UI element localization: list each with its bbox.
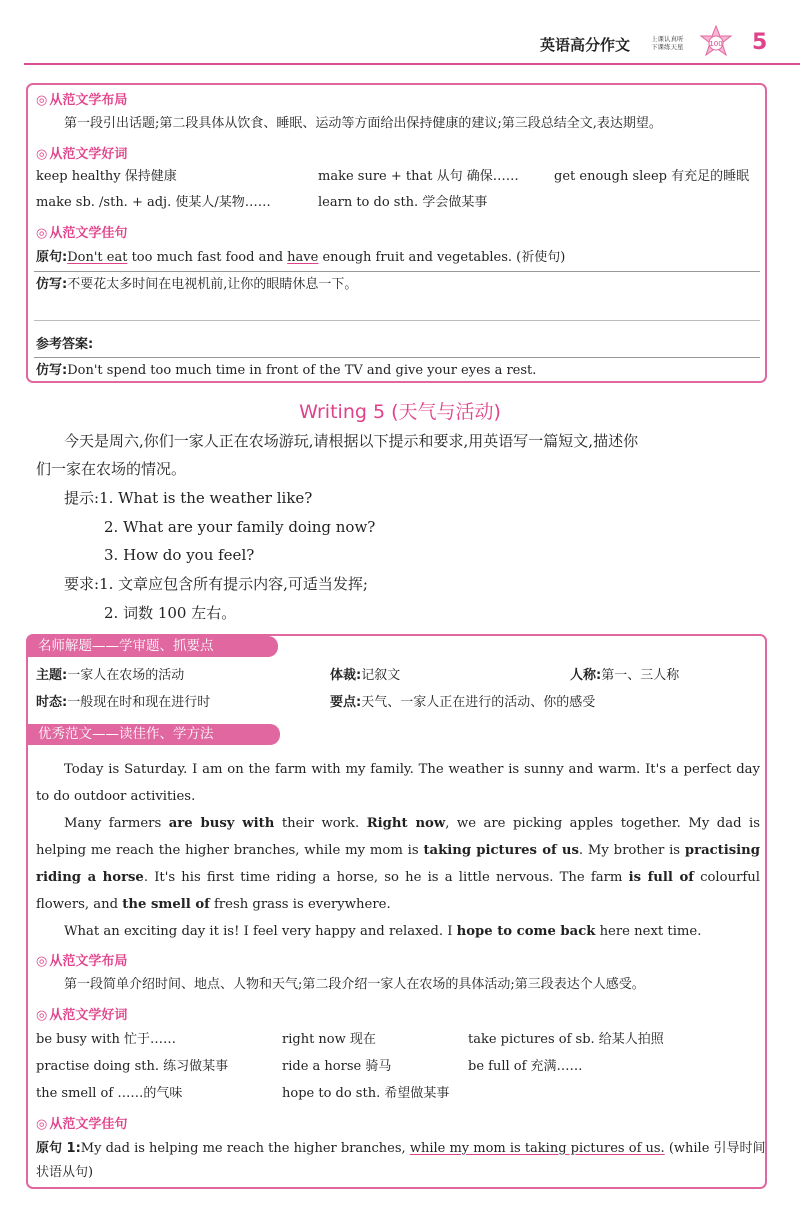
slogan: 上课认真听 下课练天星 bbox=[651, 35, 684, 51]
reference-label: 参考答案: bbox=[36, 337, 94, 352]
circle-bullet-icon: ◎ bbox=[36, 226, 48, 241]
model-essay bbox=[36, 756, 760, 945]
divider bbox=[34, 271, 760, 272]
essay-tag: 优秀范文——读佳作、学方法 bbox=[28, 724, 280, 745]
word-item: the smell of ……的气味 bbox=[36, 1086, 183, 1101]
tense: 时态:一般现在时和现在进行时 bbox=[36, 695, 211, 710]
words-heading: ◎ 从范文学好词 bbox=[36, 147, 128, 162]
essay-paragraph-1: Today is Saturday. I am on the farm with my family. The weather is sunny and warm. It's a perfect day to do outdoor activities. bbox=[36, 762, 760, 804]
requirement-line: 要求:1. 文章应包含所有提示内容,可适当发挥; bbox=[64, 575, 368, 593]
topic: 主题:一家人在农场的活动 bbox=[36, 668, 185, 683]
word-item: ride a horse 骑马 bbox=[282, 1059, 392, 1074]
answer-line bbox=[34, 320, 760, 321]
person: 人称:第一、三人称 bbox=[570, 668, 680, 683]
requirement-line: 2. 词数 100 左右。 bbox=[104, 604, 237, 622]
divider bbox=[34, 357, 760, 358]
word-item: right now 现在 bbox=[282, 1032, 376, 1047]
sentence-heading: ◎ 从范文学佳句 bbox=[36, 226, 128, 241]
task-line: 今天是周六,你们一家人正在农场游玩,请根据以下提示和要求,用英语写一篇短文,描述你 bbox=[64, 432, 639, 450]
word-item: take pictures of sb. 给某人拍照 bbox=[468, 1032, 664, 1047]
circle-bullet-icon: ◎ bbox=[36, 147, 48, 162]
genre: 体裁:记叙文 bbox=[330, 668, 401, 683]
word-item: learn to do sth. 学会做某事 bbox=[318, 195, 488, 210]
circle-bullet-icon: ◎ bbox=[36, 954, 48, 969]
word-item: practise doing sth. 练习做某事 bbox=[36, 1059, 229, 1074]
original-sentence-1-cont: 状语从句) bbox=[36, 1165, 94, 1180]
page-number: 5 bbox=[752, 30, 768, 55]
book-title: 英语高分作文 bbox=[540, 36, 631, 54]
page-header bbox=[0, 0, 800, 64]
word-item: keep healthy 保持健康 bbox=[36, 169, 177, 184]
task-line: 们一家在农场的情况。 bbox=[36, 460, 187, 478]
writing-title: Writing 5 (天气与活动) bbox=[299, 401, 501, 423]
word-item: get enough sleep 有充足的睡眠 bbox=[554, 169, 750, 184]
key-points: 要点:天气、一家人正在进行的活动、你的感受 bbox=[330, 695, 596, 710]
circle-bullet-icon: ◎ bbox=[36, 1008, 48, 1023]
svg-text:100: 100 bbox=[709, 40, 723, 48]
reference-answer: 仿写:Don't spend too much time in front of the TV and give your eyes a rest. bbox=[36, 363, 537, 378]
sentence-heading: ◎ 从范文学佳句 bbox=[36, 1117, 128, 1132]
original-sentence-1: 原句 1:My dad is helping me reach the higher branches, while my mom is taking pictures of us. (while 引导时间 bbox=[36, 1141, 766, 1156]
circle-bullet-icon: ◎ bbox=[36, 93, 48, 108]
layout-text: 第一段简单介绍时间、地点、人物和天气;第二段介绍一家人在农场的具体活动;第三段表达个人感受。 bbox=[64, 977, 645, 992]
header-rule bbox=[24, 63, 800, 65]
layout-heading: ◎ 从范文学布局 bbox=[36, 93, 128, 108]
circle-bullet-icon: ◎ bbox=[36, 1117, 48, 1132]
layout-text: 第一段引出话题;第二段具体从饮食、睡眠、运动等方面给出保持健康的建议;第三段总结全文,表达期望。 bbox=[64, 116, 662, 131]
hint-line: 提示:1. What is the weather like? bbox=[64, 489, 313, 507]
analysis-tag: 名师解题——学审题、抓要点 bbox=[28, 636, 278, 657]
word-item: hope to do sth. 希望做某事 bbox=[282, 1086, 450, 1101]
word-item: be full of 充满…… bbox=[468, 1059, 583, 1074]
word-item: be busy with 忙于…… bbox=[36, 1032, 177, 1047]
original-sentence: 原句:Don't eat too much fast food and have enough fruit and vegetables. (祈使句) bbox=[36, 250, 566, 265]
word-item: make sb. /sth. + adj. 使某人/某物…… bbox=[36, 195, 271, 210]
word-item: make sure + that 从句 确保…… bbox=[318, 169, 519, 184]
hint-line: 2. What are your family doing now? bbox=[104, 518, 376, 536]
layout-heading: ◎ 从范文学布局 bbox=[36, 954, 128, 969]
essay-paragraph-3: What an exciting day it is! I feel very happy and relaxed. I hope to come back here next time. bbox=[64, 924, 702, 939]
imitation-prompt: 仿写:不要花太多时间在电视机前,让你的眼睛休息一下。 bbox=[36, 277, 358, 292]
mascot-logo bbox=[698, 25, 734, 59]
essay-paragraph-2: Many farmers are busy with their work. Right now, we are picking apples together. My dad is helping me reach the higher branches, while my mom is taking pictures of us. My brother is practising riding a horse. It's his first time riding a horse, so he is a little nervous. The farm is full of colourful flowers, and the smell of fresh grass is everywhere. bbox=[36, 816, 760, 912]
words-heading: ◎ 从范文学好词 bbox=[36, 1008, 128, 1023]
hint-line: 3. How do you feel? bbox=[104, 546, 255, 564]
